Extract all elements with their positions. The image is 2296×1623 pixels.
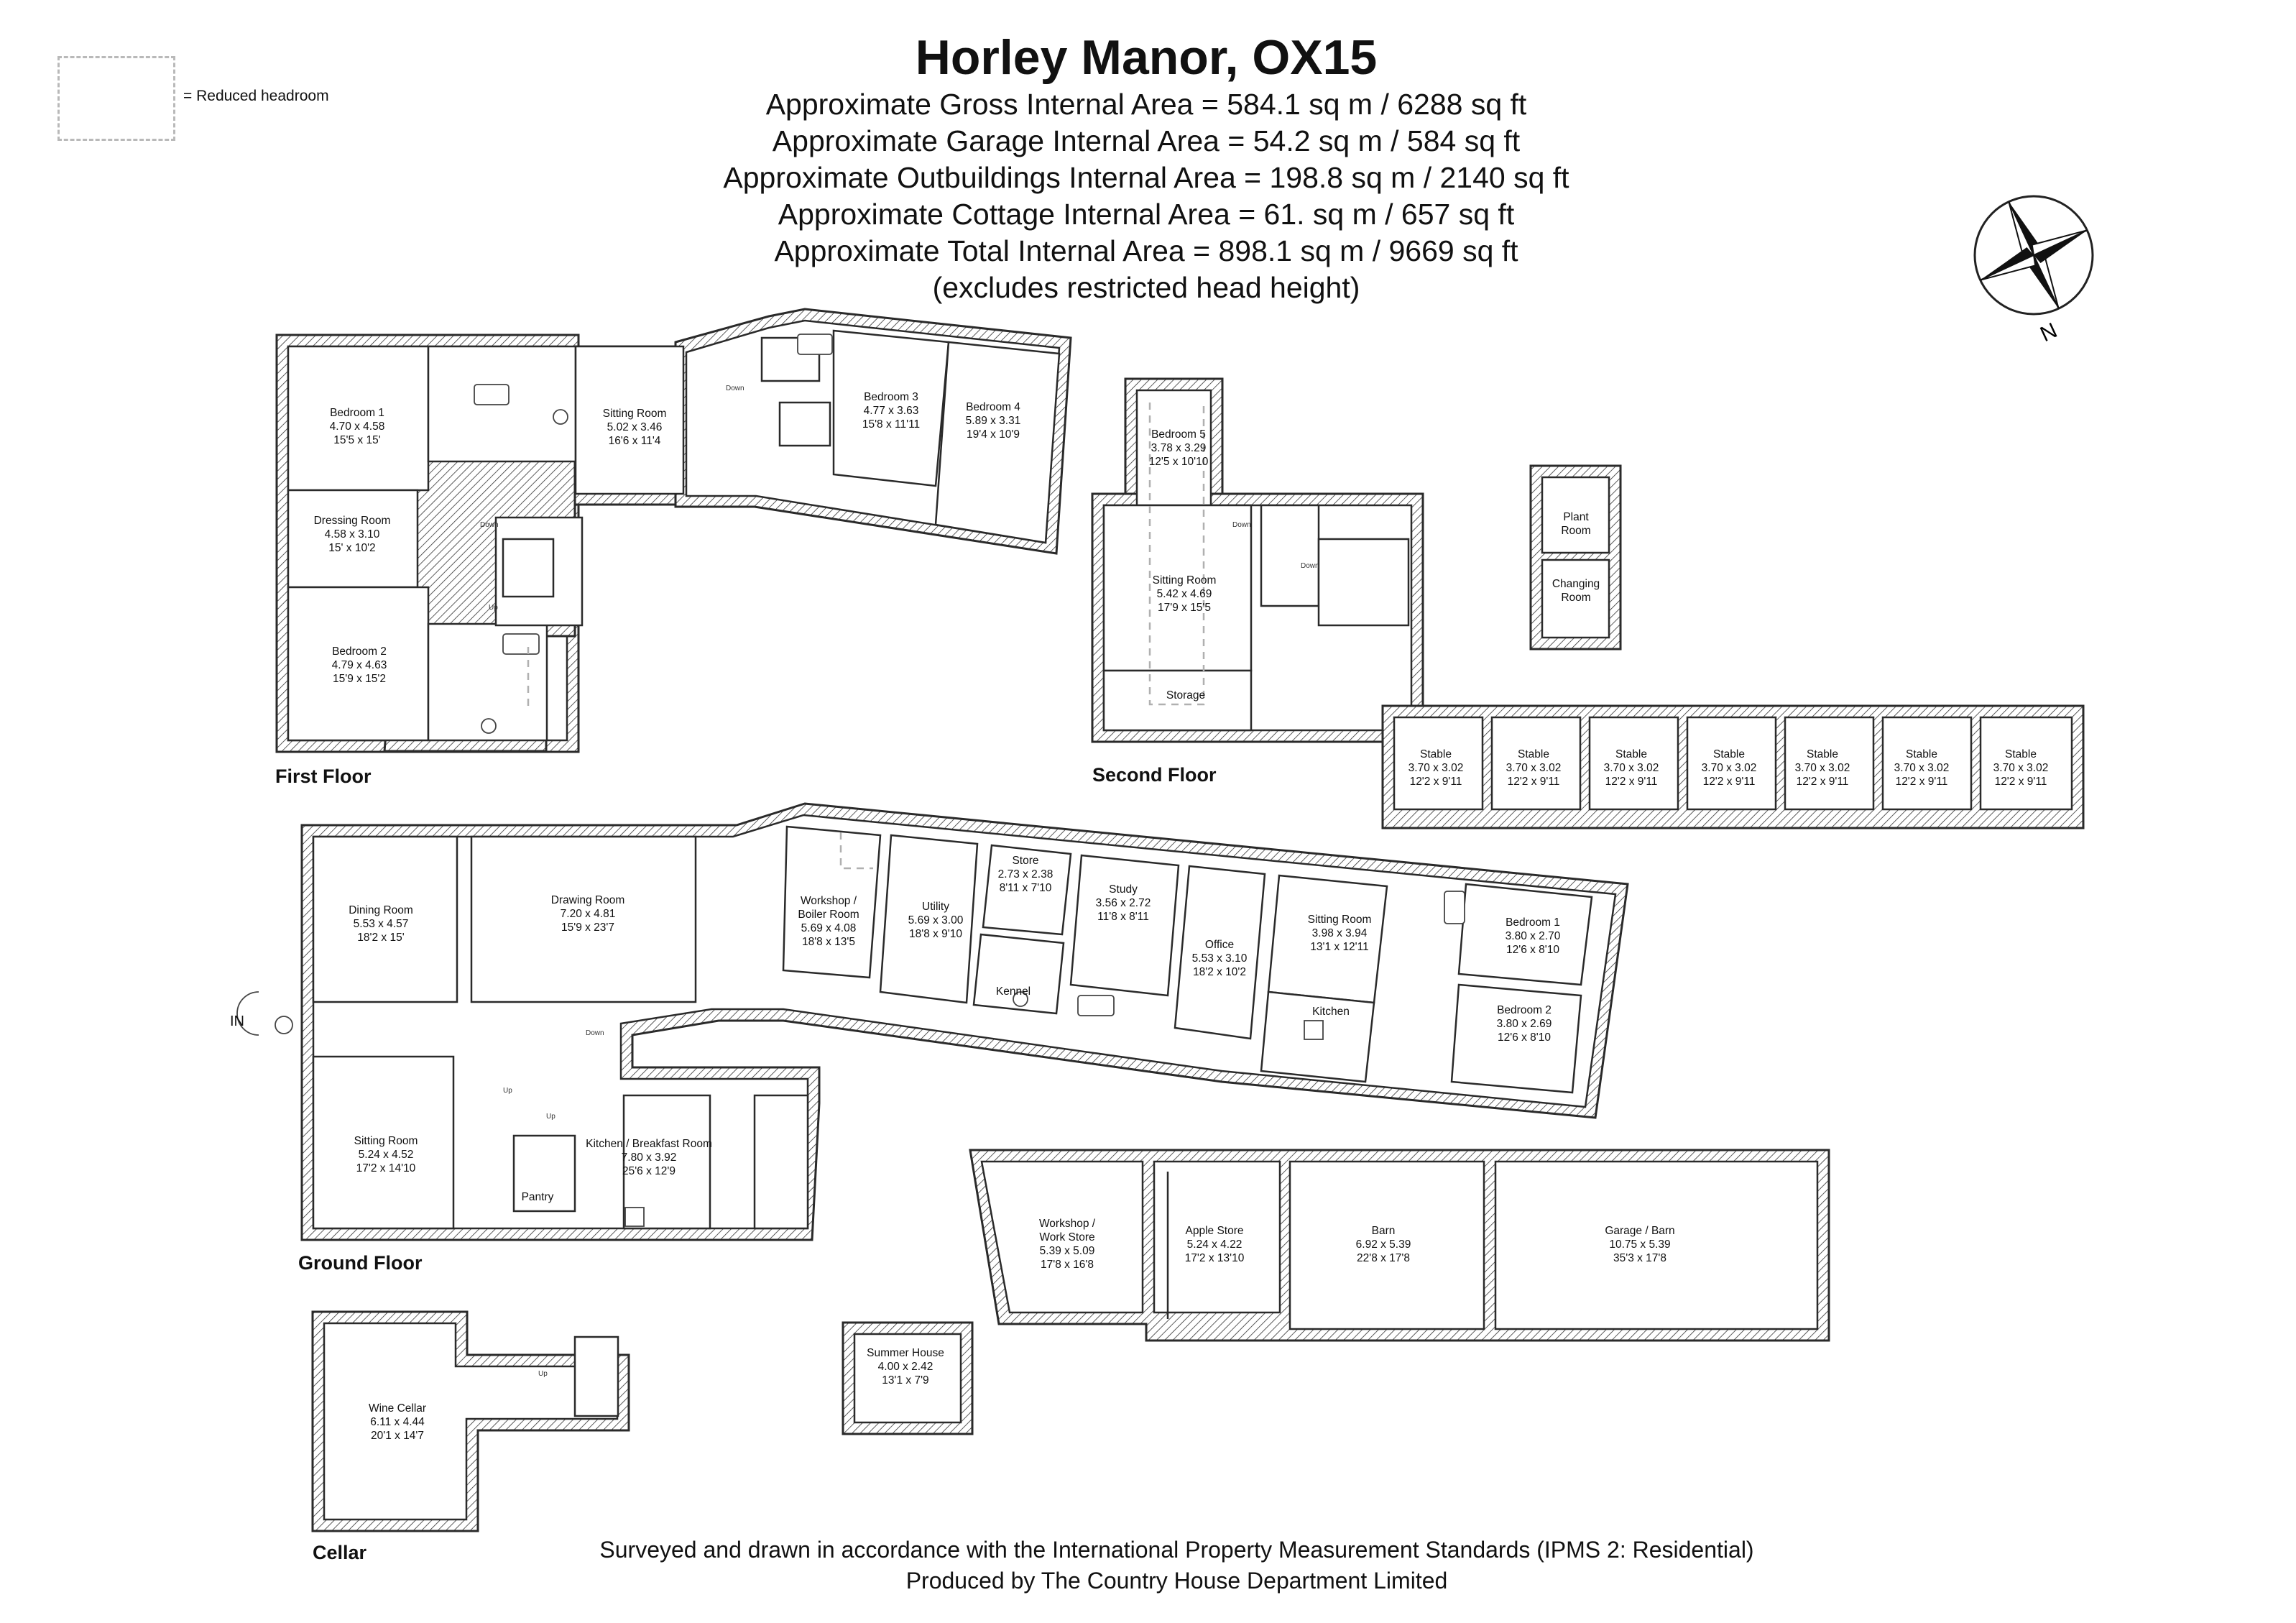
room-cottage-kitchen: Kitchen [1312, 1006, 1350, 1018]
room-outbuilding-apple-store: Apple Store 5.24 x 4.22 17'2 x 13'10 [1184, 1225, 1245, 1264]
stair-up-label: Up [489, 604, 498, 612]
room-first-bedroom-4: Bedroom 4 5.89 x 3.31 19'4 x 10'9 [965, 401, 1021, 441]
room-ground-drawing-room: Drawing Room 7.20 x 4.81 15'9 x 23'7 [550, 894, 625, 934]
room-ground-workshop-boiler: Workshop / Boiler Room 5.69 x 4.08 18'8 x 13'5 [798, 895, 859, 948]
footer-standards: Surveyed and drawn in accordance with the International Property Measurement Standards (IPMS 2: Residential) [599, 1537, 1754, 1563]
area-line-cottage: Approximate Cottage Internal Area = 61. sq m / 657 sq ft [778, 198, 1515, 231]
entrance-label: IN [230, 1013, 244, 1029]
room-ground-pantry: Pantry [521, 1191, 554, 1203]
legend-label: = Reduced headroom [183, 88, 329, 104]
cellar-plan [313, 1312, 629, 1531]
area-line-outbuildings: Approximate Outbuildings Internal Area = 198.8 sq m / 2140 sq ft [723, 161, 1569, 194]
room-ground-study: Study 3.56 x 2.72 11'8 x 8'11 [1095, 883, 1151, 923]
room-second-bedroom-5: Bedroom 5 3.78 x 3.29 12'5 x 10'10 [1148, 428, 1209, 468]
room-stable: Stable 3.70 x 3.02 12'2 x 9'11 [1506, 748, 1562, 788]
room-stable: Stable 3.70 x 3.02 12'2 x 9'11 [1408, 748, 1464, 788]
floor-label-ground: Ground Floor [298, 1252, 423, 1274]
room-cottage-bedroom-2: Bedroom 2 3.80 x 2.69 12'6 x 8'10 [1496, 1004, 1552, 1044]
room-ground-store: Store 2.73 x 2.38 8'11 x 7'10 [997, 855, 1054, 894]
second-floor-plan [1092, 379, 1423, 742]
floor-label-second: Second Floor [1092, 764, 1217, 786]
room-ground-kitchen-breakfast: Kitchen / Breakfast Room 7.80 x 3.92 25'6 x 12'9 [586, 1138, 712, 1177]
floor-label-first: First Floor [275, 765, 372, 787]
room-ground-sitting-room: Sitting Room 5.24 x 4.52 17'2 x 14'10 [354, 1135, 418, 1174]
compass-north-label: N [2037, 318, 2061, 347]
room-first-bedroom-2: Bedroom 2 4.79 x 4.63 15'9 x 15'2 [331, 645, 387, 685]
footer-producer: Produced by The Country House Department Limited [905, 1568, 1448, 1594]
room-outbuilding-workshop: Workshop / Work Store 5.39 x 5.09 17'8 x 16'8 [1038, 1218, 1096, 1271]
stair-down-label: Down [726, 385, 744, 392]
room-summer-house: Summer House 4.00 x 2.42 13'1 x 7'9 [867, 1347, 944, 1387]
room-first-bedroom-1: Bedroom 1 4.70 x 4.58 15'5 x 15' [329, 407, 385, 446]
room-plant-room: Plant Room [1561, 511, 1591, 537]
first-floor-plan [277, 309, 1071, 752]
stair-up-label: Up [503, 1087, 512, 1095]
room-ground-kennel: Kennel [995, 985, 1031, 998]
area-line-gross: Approximate Gross Internal Area = 584.1 sq m / 6288 sq ft [765, 88, 1527, 121]
room-stable: Stable 3.70 x 3.02 12'2 x 9'11 [1701, 748, 1757, 788]
room-ground-utility: Utility 5.69 x 3.00 18'8 x 9'10 [908, 901, 964, 940]
footer [29, 1535, 2296, 1596]
room-first-sitting-room: Sitting Room 5.02 x 3.46 16'6 x 11'4 [602, 408, 667, 447]
room-stable: Stable 3.70 x 3.02 12'2 x 9'11 [1894, 748, 1950, 788]
room-stable: Stable 3.70 x 3.02 12'2 x 9'11 [1993, 748, 2049, 788]
page-title: Horley Manor, OX15 [915, 30, 1378, 85]
stair-down-label: Down [480, 521, 499, 529]
outbuildings-plan [843, 1150, 1829, 1434]
stair-up-label: Up [546, 1113, 555, 1121]
plant-changing-plan [1531, 466, 1620, 649]
room-stable: Stable 3.70 x 3.02 12'2 x 9'11 [1603, 748, 1659, 788]
room-ground-office: Office 5.53 x 3.10 18'2 x 10'2 [1191, 939, 1248, 978]
area-line-garage: Approximate Garage Internal Area = 54.2 sq m / 584 sq ft [772, 124, 1521, 157]
floor-label-cellar: Cellar [313, 1542, 367, 1563]
room-outbuilding-garage-barn: Garage / Barn 10.75 x 5.39 35'3 x 17'8 [1605, 1225, 1675, 1264]
area-line-total: Approximate Total Internal Area = 898.1 sq m / 9669 sq ft [774, 234, 1518, 267]
room-second-sitting-room: Sitting Room 5.42 x 4.69 17'9 x 15'5 [1152, 574, 1217, 614]
stair-down-label: Down [586, 1029, 604, 1037]
room-first-bedroom-3: Bedroom 3 4.77 x 3.63 15'8 x 11'11 [862, 391, 921, 431]
stair-up-label: Up [538, 1370, 548, 1378]
room-wine-cellar: Wine Cellar 6.11 x 4.44 20'1 x 14'7 [368, 1402, 427, 1442]
room-ground-dining-room: Dining Room 5.53 x 4.57 18'2 x 15' [349, 904, 413, 944]
room-cottage-bedroom-1: Bedroom 1 3.80 x 2.70 12'6 x 8'10 [1505, 916, 1561, 956]
stair-down-label: Down [1301, 562, 1319, 570]
room-second-storage: Storage [1166, 689, 1206, 702]
room-stable: Stable 3.70 x 3.02 12'2 x 9'11 [1794, 748, 1850, 788]
room-first-dressing-room: Dressing Room 4.58 x 3.10 15' x 10'2 [313, 515, 391, 554]
area-line-note: (excludes restricted head height) [932, 271, 1360, 304]
room-outbuilding-barn: Barn 6.92 x 5.39 22'8 x 17'8 [1355, 1225, 1411, 1264]
stair-down-label: Down [1232, 521, 1251, 529]
room-changing-room: Changing Room [1552, 578, 1600, 604]
room-cottage-sitting-room: Sitting Room 3.98 x 3.94 13'1 x 12'11 [1307, 914, 1372, 953]
